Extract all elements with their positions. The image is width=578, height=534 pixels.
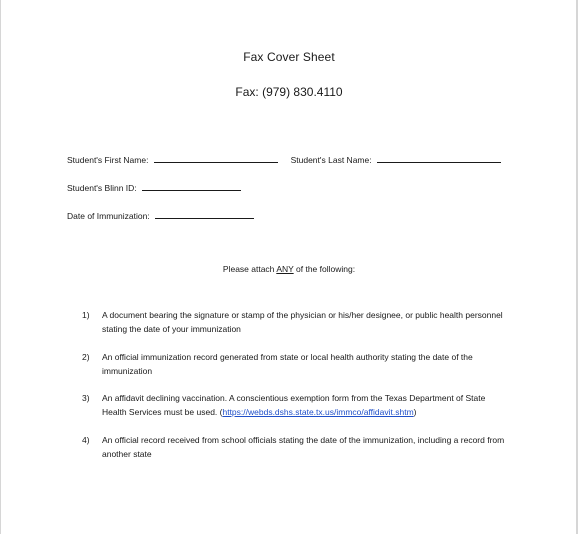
list-item-line [102,405,522,419]
list-item-line: another state [102,449,152,459]
page-title: Fax Cover Sheet [243,50,335,64]
list-item-line-prefix: Health Services must be used. ( [102,407,223,417]
list-item-number: 2) [82,352,90,362]
attach-instruction [0,264,578,274]
list-item-line: An official record received from school officials stating the date of the immunization, including a record from [102,435,505,445]
list-item-text [102,433,522,461]
first-name-label: Student's First Name: [67,155,149,165]
first-name-blank[interactable] [154,154,278,163]
name-fields-row [67,154,501,165]
list-item-line: A document bearing the signature or stamp of the physician or his/her designee, or public health personnel [102,310,503,320]
list-item-number: 1) [82,310,90,320]
blinn-id-blank[interactable] [142,182,241,191]
immunization-date-row [67,210,254,221]
immunization-date-label: Date of Immunization: [67,211,150,221]
list-item-number: 4) [82,435,90,445]
list-item-text [102,391,522,419]
blinn-id-label: Student's Blinn ID: [67,183,137,193]
affidavit-link[interactable]: https://webds.dshs.state.tx.us/immco/affidavit.shtm [222,407,414,417]
fax-number: Fax: (979) 830.4110 [235,85,343,99]
list-item-line: An official immunization record generated from state or local health authority stating the date of the [102,352,473,362]
list-item-line: immunization [102,366,153,376]
list-item-text [102,308,522,336]
last-name-label: Student's Last Name: [290,155,372,165]
list-item-number: 3) [82,393,90,403]
attach-prefix: Please attach [222,264,277,274]
blinn-id-row [67,182,241,193]
list-item-text [102,350,522,378]
last-name-blank[interactable] [377,154,501,163]
list-item-line: stating the date of your immunization [102,324,241,334]
list-item-line: An affidavit declining vaccination. A conscientious exemption form from the Texas Department of State [102,393,486,403]
attach-emphasis: ANY [276,264,294,274]
list-item-line-suffix: ) [413,407,417,417]
attach-suffix: of the following: [293,264,356,274]
immunization-date-blank[interactable] [155,210,254,219]
